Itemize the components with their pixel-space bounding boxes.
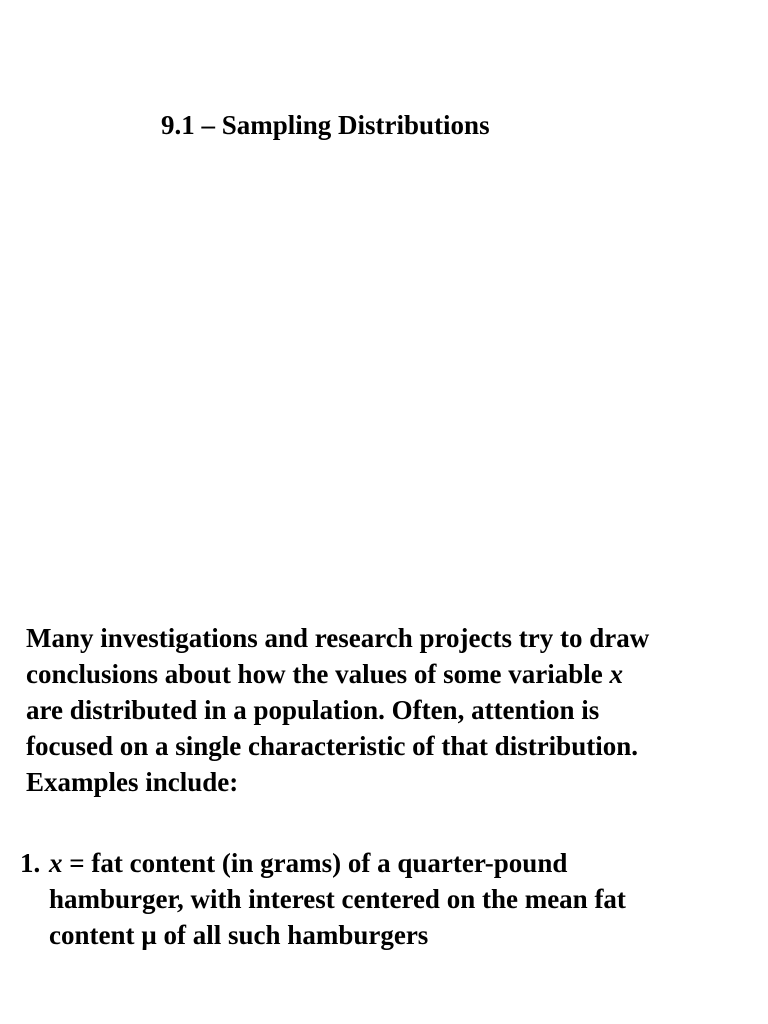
- intro-paragraph: [26, 620, 756, 800]
- list-item-text: = fat content (in grams) of a quarter-pound: [62, 848, 568, 878]
- intro-text: are distributed in a population. Often, attention is: [26, 695, 600, 725]
- list-item-line: [49, 917, 750, 953]
- examples-list: [20, 845, 750, 953]
- variable-x: x: [49, 848, 63, 878]
- intro-text: Examples include:: [26, 767, 239, 797]
- intro-text: focused on a single characteristic of that distribution.: [26, 731, 638, 761]
- intro-line: [26, 656, 756, 692]
- list-item-text: hamburger, with interest centered on the mean fat: [49, 884, 626, 914]
- variable-x: x: [609, 659, 624, 689]
- intro-text: conclusions about how the values of some variable: [26, 659, 610, 689]
- intro-line: [26, 620, 756, 656]
- intro-text: Many investigations and research projects try to draw: [26, 623, 650, 653]
- intro-line: [26, 728, 756, 764]
- list-item: [20, 845, 750, 953]
- list-item-text: content µ of all such hamburgers: [49, 920, 429, 950]
- list-item-line: [49, 845, 750, 881]
- page-title: 9.1 – Sampling Distributions: [161, 110, 490, 140]
- intro-line: [26, 764, 756, 800]
- intro-line: [26, 692, 756, 728]
- list-item-number: 1.: [20, 848, 41, 878]
- list-item-line: [49, 881, 750, 917]
- list-item-body: [49, 845, 750, 953]
